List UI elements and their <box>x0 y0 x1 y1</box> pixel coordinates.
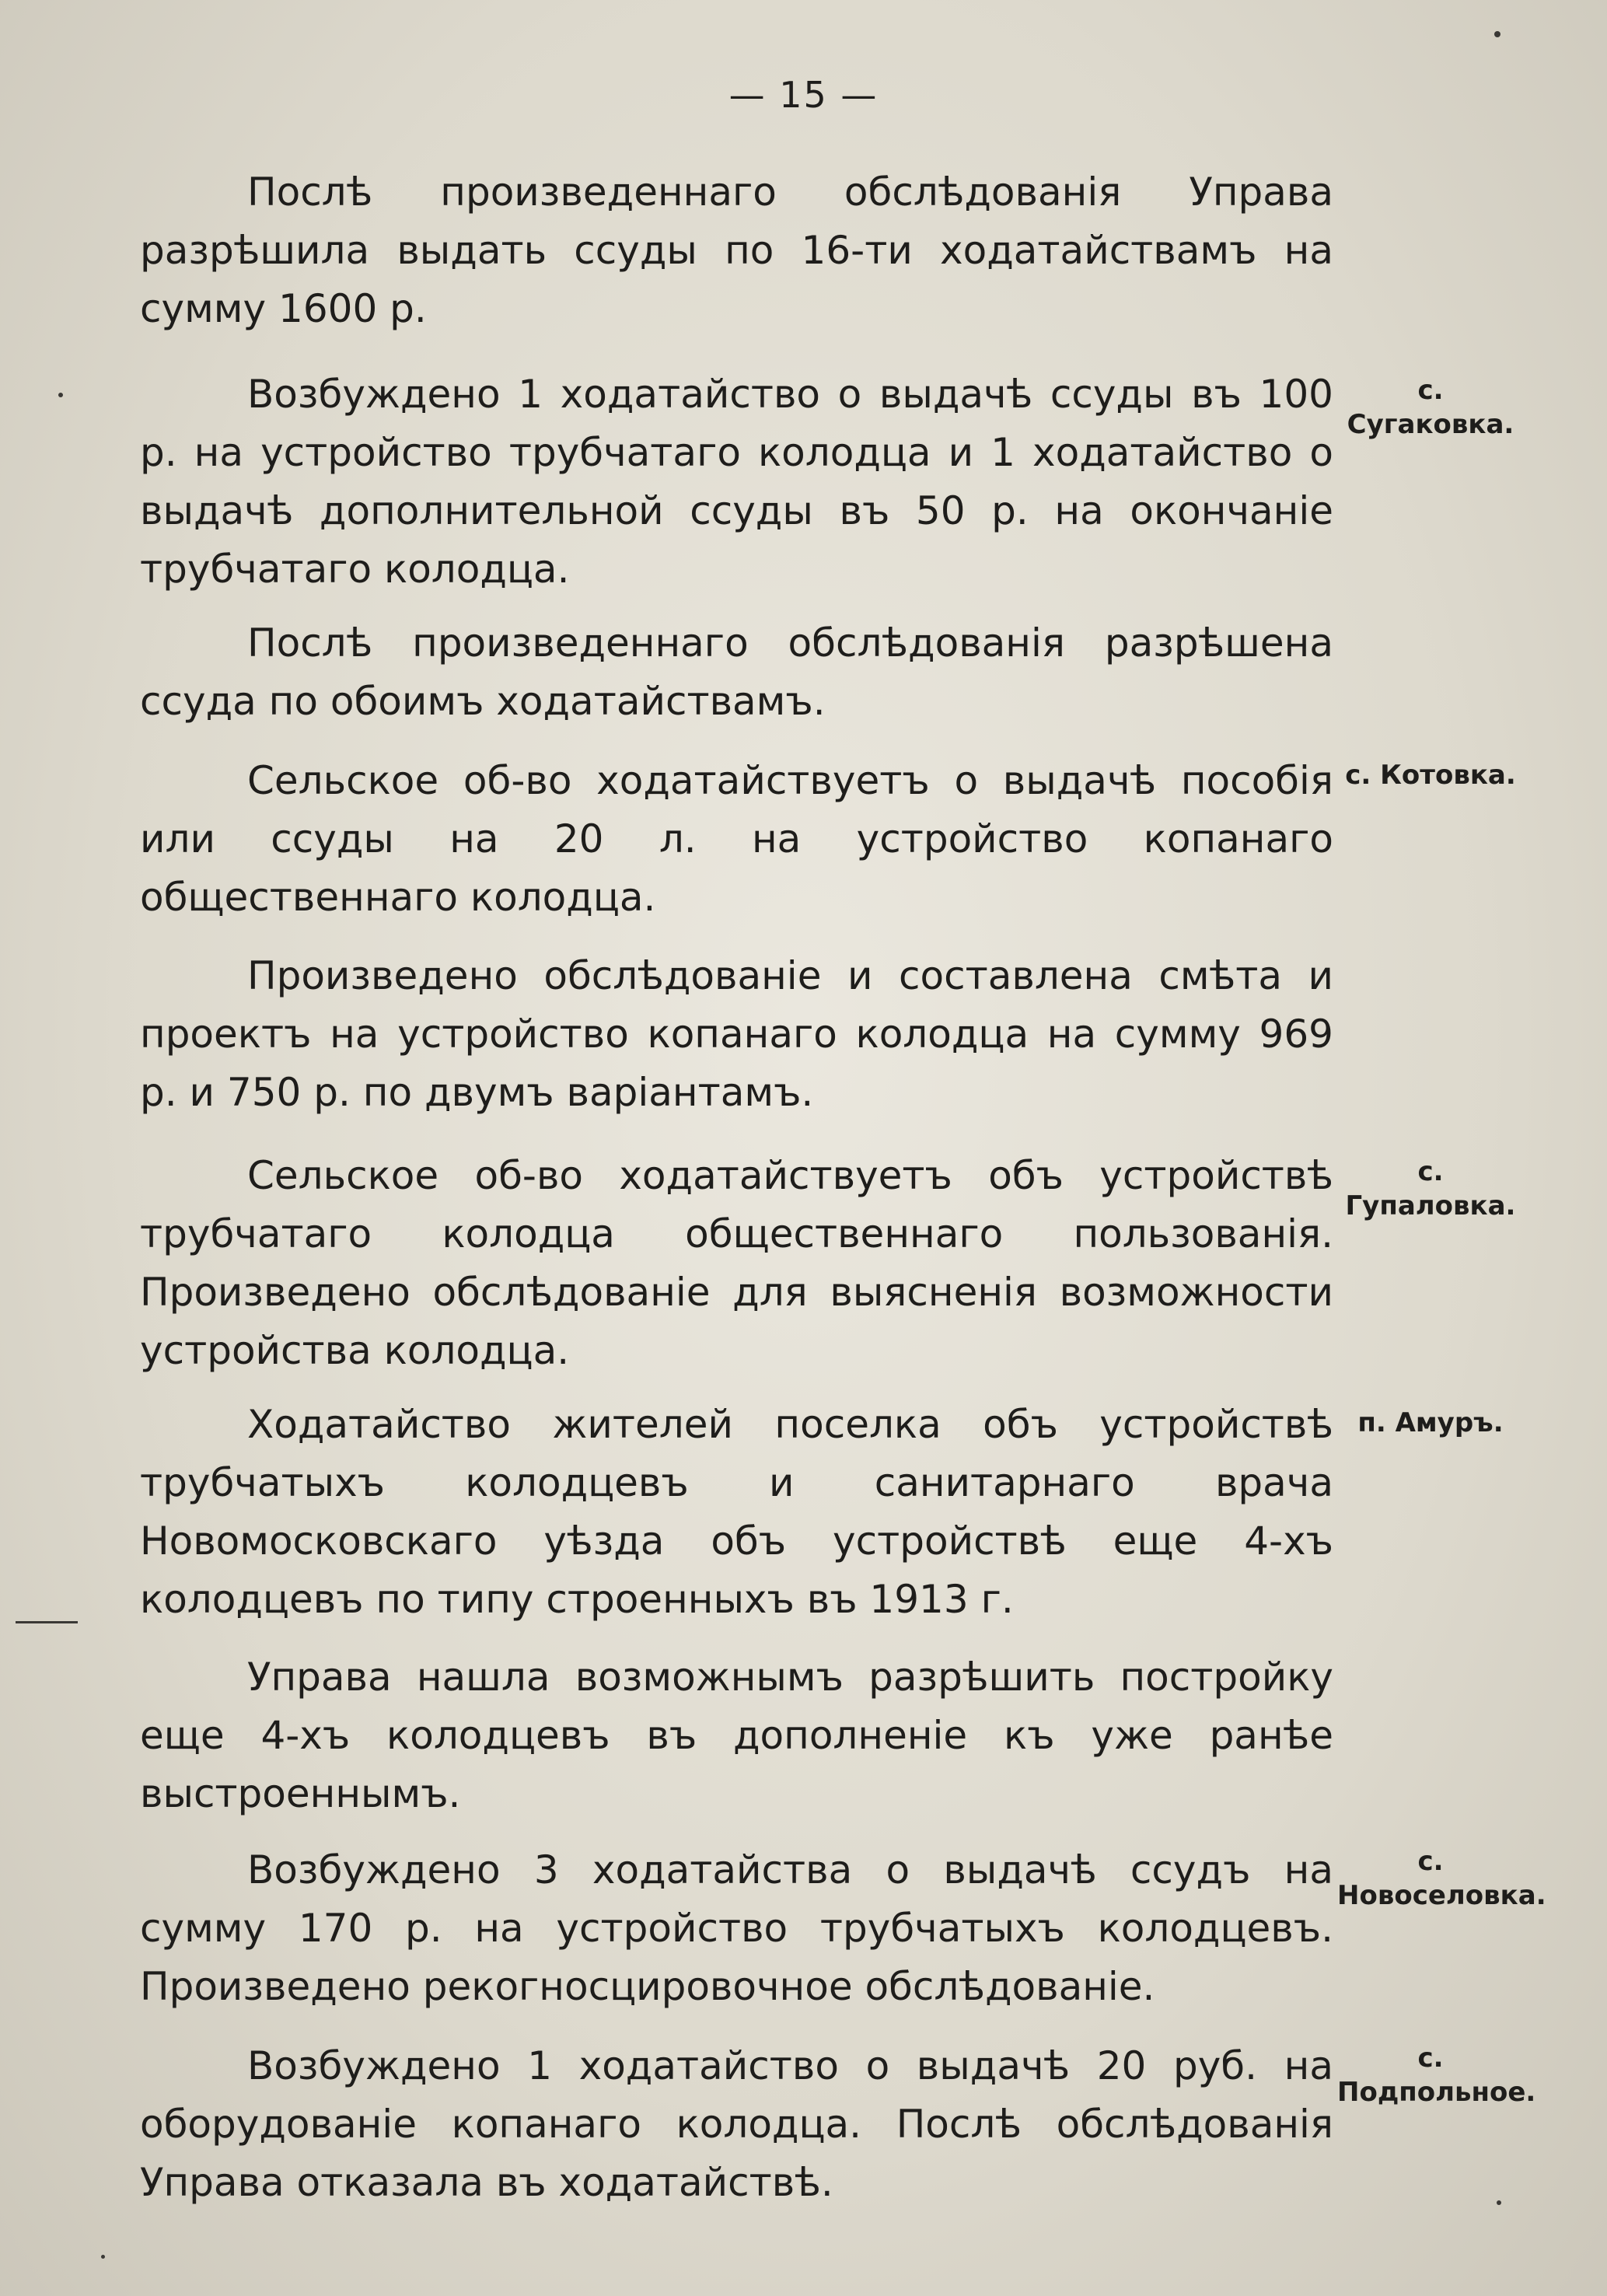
scan-speck <box>1497 2200 1501 2205</box>
paragraph-4: Сельское об-во ходатайствуетъ о выдачѣ пособія или ссуды на 20 л. на устройство копанаго общественнаго колодца. <box>140 758 1333 920</box>
paragraph-7: Ходатайство жителей поселка объ устройствѣ трубчатыхъ колодцевъ и санитарнаго врача Новомосковскаго уѣзда объ устройствѣ еще 4-хъ колодцевъ по типу строенныхъ въ 1913 г. <box>140 1402 1333 1622</box>
scan-speck <box>1494 31 1500 37</box>
margin-note-novoselovka: с. Новоселовка. <box>1337 1846 1546 1911</box>
margin-note-sugakovka: с. Сугаковка. <box>1347 375 1514 440</box>
paragraph-3: Послѣ произведеннаго обслѣдованія разрѣшена ссуда по обоимъ ходатайствамъ. <box>140 620 1333 724</box>
paragraph-6: Сельское об-во ходатайствуетъ объ устройствѣ трубчатаго колодца общественнаго пользованія. Произведено обслѣдованіе для выясненія возможности устройства колодца. <box>140 1153 1333 1373</box>
paragraph-1: Послѣ произведеннаго обслѣдованія Управа разрѣшила выдать ссуды по 16-ти ходатайствамъ на сумму 1600 р. <box>140 169 1333 331</box>
paragraph-8: Управа нашла возможнымъ разрѣшить постройку еще 4-хъ колодцевъ въ дополненіе къ уже ранѣе выстроеннымъ. <box>140 1655 1333 1816</box>
page-number: — 15 — <box>728 74 879 116</box>
margin-note-podpolnoe: с. Подпольное. <box>1337 2043 1536 2108</box>
paragraph-10: Возбуждено 1 ходатайство о выдачѣ 20 руб. на оборудованіе копанаго колодца. Послѣ обслѣдованія Управа отказала въ ходатайствѣ. <box>140 2043 1333 2205</box>
paragraph-5: Произведено обслѣдованіе и составлена смѣта и проектъ на устройство копанаго колодца на сумму 969 р. и 750 р. по двумъ варіантамъ. <box>140 953 1333 1115</box>
scan-mark <box>16 1621 78 1623</box>
scan-speck <box>58 393 63 397</box>
paragraph-9: Возбуждено 3 ходатайства о выдачѣ ссудъ на сумму 170 р. на устройство трубчатыхъ колодцевъ. Произведено рекогносцировочное обслѣдованіе. <box>140 1847 1333 2009</box>
margin-note-kotovka: с. Котовка. <box>1345 760 1516 791</box>
margin-note-amur: п. Амуръ. <box>1357 1407 1504 1438</box>
scan-speck <box>101 2255 105 2259</box>
paragraph-2: Возбуждено 1 ходатайство о выдачѣ ссуды въ 100 р. на устройство трубчатаго колодца и 1 ходатайство о выдачѣ дополнительной ссуды въ 50 р. на окончаніе трубчатаго колодца. <box>140 372 1333 592</box>
margin-note-gupalovka: с. Гупаловка. <box>1345 1156 1516 1221</box>
